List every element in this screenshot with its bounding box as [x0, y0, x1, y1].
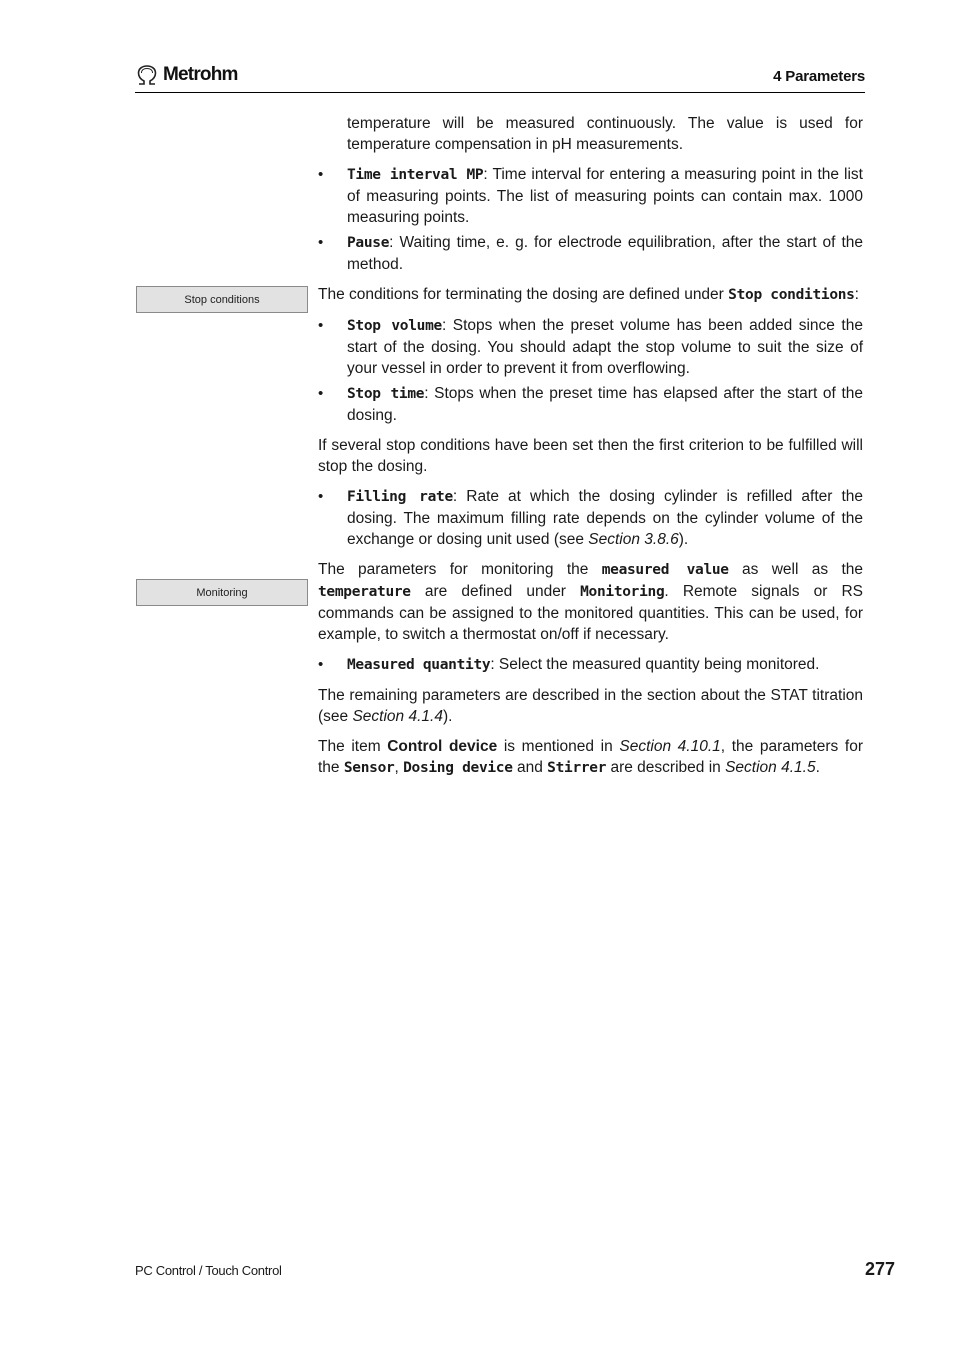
stop-conditions-button[interactable]: Stop conditions: [136, 286, 308, 313]
page-header: [135, 62, 865, 93]
list-item-filling-rate: [318, 486, 863, 550]
text: are described in: [606, 759, 726, 776]
text: is mentioned in: [497, 738, 620, 755]
text: :: [854, 286, 859, 303]
text: ).: [678, 531, 689, 548]
footer-product-name: PC Control / Touch Control: [135, 1263, 282, 1278]
text: .: [815, 759, 820, 776]
section-reference: Section 3.8.6: [588, 531, 679, 548]
param-name: Monitoring: [580, 584, 665, 600]
param-name: Stirrer: [547, 760, 607, 776]
section-reference: Section 4.1.5: [725, 759, 816, 776]
intro-paragraph: temperature will be measured continuously. The value is used for temperature compensation in pH measurements.: [347, 115, 863, 153]
brand-name: Metrohm: [163, 64, 238, 85]
param-name: Time interval MP: [347, 167, 484, 183]
list-item-stop-volume: [318, 315, 863, 379]
text: ).: [442, 708, 453, 725]
list-item-stop-time: [318, 383, 863, 426]
param-name: Sensor: [343, 760, 395, 776]
text: ,: [394, 759, 404, 776]
brand-logo: [135, 64, 238, 86]
main-content: [318, 113, 863, 788]
list-item-measured-quantity: [318, 654, 863, 676]
omega-logo-icon: [135, 64, 159, 86]
param-name: Stop conditions: [728, 287, 855, 303]
page-number: 277: [864, 1259, 895, 1279]
param-description: : Stops when the preset time has elapsed after the start of the dosing.: [347, 385, 863, 424]
text: The item: [318, 738, 388, 755]
text: , the parameters for the: [318, 738, 863, 776]
param-description: : Rate at which the dosing cylinder is refilled after the dosing. The maximum filling rate depends on the cylinder volume of the exchange or dosing unit used (see: [347, 488, 863, 548]
param-name: Pause: [347, 235, 390, 251]
text: The parameters for monitoring the: [318, 561, 602, 578]
param-name: temperature: [318, 584, 411, 600]
monitoring-button[interactable]: Monitoring: [136, 579, 308, 606]
text: as well as the: [728, 561, 863, 578]
param-description: : Select the measured quantity being monitored.: [490, 656, 820, 673]
stop-conditions-paragraph: [318, 284, 863, 306]
text: The conditions for terminating the dosing are defined under: [318, 286, 729, 303]
param-name: Measured quantity: [347, 657, 491, 673]
text: are defined under: [410, 583, 581, 600]
section-reference: Section 4.1.4: [352, 708, 443, 725]
param-description: : Time interval for entering a measuring point in the list of measuring points. The list of measuring points can contain max. 1000 measuring points.: [347, 166, 863, 226]
chapter-title: 4 Parameters: [773, 68, 865, 85]
monitoring-paragraph: [318, 559, 863, 645]
list-item-pause: [318, 232, 863, 275]
parameter-list-3: [318, 486, 863, 550]
item-name: Control device: [387, 738, 498, 755]
text: . Remote signals or RS commands can be assigned to the monitored quantities. This can be used, for example, to switch a thermostat on/off if necessary.: [318, 583, 863, 643]
text: The remaining parameters are described in the section about the STAT titration (see: [318, 687, 863, 725]
param-name: Dosing device: [403, 760, 513, 776]
param-name: Filling rate: [347, 489, 453, 505]
param-description: : Stops when the preset volume has been added since the start of the dosing. You should adapt the stop volume to suit the size of your vessel in order to prevent it from overflowing.: [347, 317, 863, 377]
remaining-parameters-paragraph: [318, 685, 863, 727]
parameter-list-2: [318, 315, 863, 426]
control-device-paragraph: [318, 736, 863, 779]
param-name: measured value: [601, 562, 729, 578]
param-name: Stop time: [347, 386, 425, 402]
param-name: Stop volume: [347, 318, 442, 334]
text: and: [512, 759, 548, 776]
section-reference: Section 4.10.1: [619, 738, 721, 755]
list-item-time-interval: [318, 164, 863, 228]
parameter-list-4: [318, 654, 863, 676]
parameter-list-1: [318, 164, 863, 275]
param-description: : Waiting time, e. g. for electrode equilibration, after the start of the method.: [347, 234, 863, 273]
several-conditions-paragraph: If several stop conditions have been set then the first criterion to be fulfilled will stop the dosing.: [318, 437, 863, 475]
